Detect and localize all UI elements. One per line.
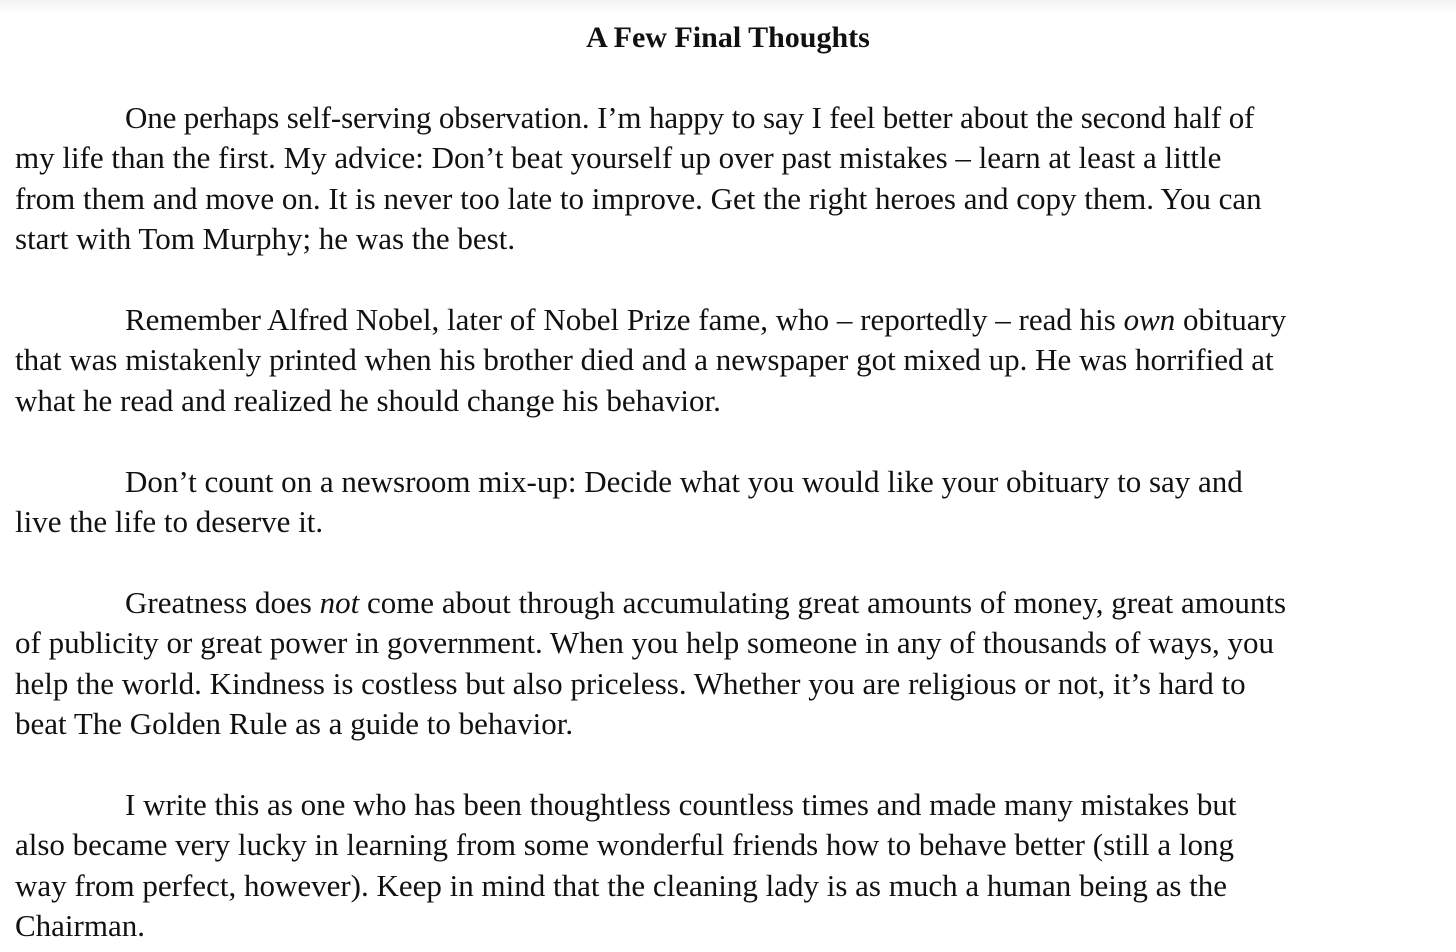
paragraph-thoughtless xyxy=(15,785,1447,947)
text-line: from them and move on. It is never too late to improve. Get the right heroes and copy them. You can xyxy=(15,180,1262,216)
paragraph-self-serving-observation xyxy=(15,98,1447,260)
paragraph-greatness xyxy=(15,583,1447,745)
text-line: my life than the first. My advice: Don’t beat yourself up over past mistakes – learn at least a little xyxy=(15,140,1222,176)
emphasis-not: not xyxy=(319,585,360,620)
text-line: that was mistakenly printed when his brother died and a newspaper got mixed up. He was horrified at xyxy=(15,342,1274,378)
text-line: of publicity or great power in government. When you help someone in any of thousands of ways, you xyxy=(15,625,1274,661)
text-run: Greatness does xyxy=(125,585,320,620)
paragraph-alfred-nobel xyxy=(15,300,1447,421)
text-line: live the life to deserve it. xyxy=(15,504,324,540)
text-line: what he read and realized he should change his behavior. xyxy=(15,382,721,418)
text-line: Don’t count on a newsroom mix-up: Decide what you would like your obituary to say and xyxy=(125,464,1243,499)
text-line: start with Tom Murphy; he was the best. xyxy=(15,221,516,257)
document-title: A Few Final Thoughts xyxy=(586,21,870,54)
text-run: come about through accumulating great amounts of money, great amounts xyxy=(359,585,1287,620)
emphasis-own: own xyxy=(1123,302,1176,337)
text-run: obituary xyxy=(1175,302,1287,337)
text-line: Chairman. xyxy=(15,908,145,944)
text-line: I write this as one who has been thoughtless countless times and made many mistakes but xyxy=(125,787,1237,822)
text-line xyxy=(15,300,1447,340)
text-line: help the world. Kindness is costless but also priceless. Whether you are religious or not, it’s hard to xyxy=(15,665,1246,701)
text-line xyxy=(15,583,1447,623)
paragraph-newsroom-mix-up xyxy=(15,462,1447,543)
text-run: Remember Alfred Nobel, later of Nobel Prize fame, who – reportedly – read his xyxy=(125,302,1124,337)
text-line: way from perfect, however). Keep in mind that the cleaning lady is as much a human being as the xyxy=(15,867,1228,903)
text-line: also became very lucky in learning from some wonderful friends how to behave better (still a long xyxy=(15,827,1234,863)
text-line: beat The Golden Rule as a guide to behavior. xyxy=(15,706,574,742)
text-line: One perhaps self-serving observation. I’m happy to say I feel better about the second half of xyxy=(125,100,1255,135)
